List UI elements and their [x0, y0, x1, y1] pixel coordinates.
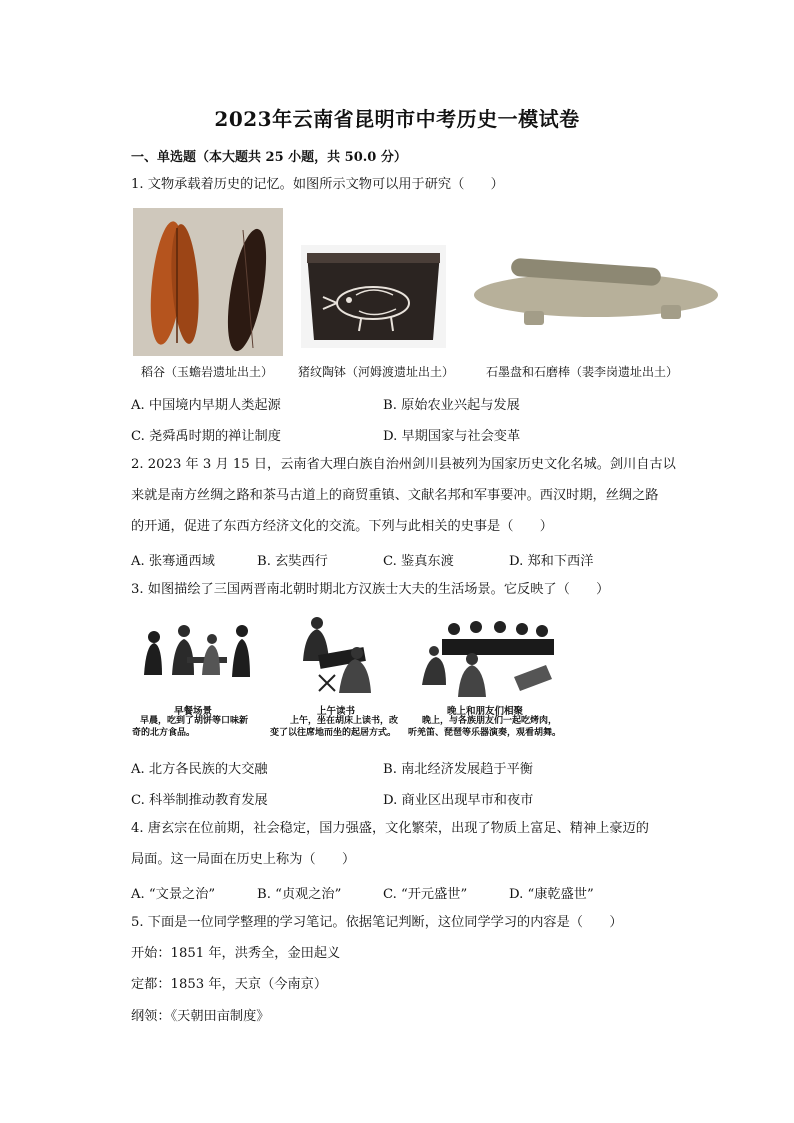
q3-option-a[interactable]: A. 北方各民族的大交融 [131, 762, 268, 777]
q1-option-b[interactable]: B. 原始农业兴起与发展 [383, 398, 520, 413]
q5-stem: 5. 下面是一位同学整理的学习笔记。依据笔记判断，这位同学学习的内容是（ ） [131, 915, 623, 930]
q4-option-b[interactable]: B. “贞观之治” [257, 887, 342, 902]
q5-note-2: 定都：1853 年，天京（今南京） [131, 977, 328, 992]
panel-1-title: 早餐场景 [174, 706, 213, 717]
q1-caption-stone: 石墨盘和石磨棒（裴李岗遗址出土） [486, 365, 679, 379]
q2-option-d[interactable]: D. 郑和下西洋 [509, 554, 594, 569]
pig-pottery-image [301, 245, 446, 348]
q1-caption-pottery: 猪纹陶钵（河姆渡遗址出土） [298, 365, 455, 379]
q4-line-2: 局面。这一局面在历史上称为（ ） [131, 852, 356, 867]
panel-2-line-2: 变了以往席地而坐的起居方式。 [270, 728, 397, 738]
evening-gathering-image [414, 615, 562, 700]
q1-option-d[interactable]: D. 早期国家与社会变革 [383, 429, 521, 444]
panel-2-title: 上午读书 [317, 706, 356, 717]
q5-note-1: 开始：1851 年，洪秀全，金田起义 [131, 946, 341, 961]
q3-stem: 3. 如图描绘了三国两晋南北朝时期北方汉族士大夫的生活场景。它反映了（ ） [131, 582, 610, 597]
grinding-stone-image [466, 255, 720, 333]
q3-option-b[interactable]: B. 南北经济发展趋于平衡 [383, 762, 533, 777]
panel-2-line-1: 上午，坐在胡床上读书，改 [290, 716, 399, 726]
q1-option-a[interactable]: A. 中国境内早期人类起源 [131, 398, 281, 413]
panel-1-line-1: 早晨，吃到了胡饼等口味新 [140, 716, 249, 726]
q2-option-a[interactable]: A. 张骞通西域 [131, 554, 215, 569]
panel-3-line-2: 听羌笛、琵琶等乐器演奏，观看胡舞。 [408, 728, 562, 738]
q5-note-3: 纲领：《天朝田亩制度》 [131, 1009, 270, 1024]
q2-line-2: 来就是南方丝绸之路和茶马古道上的商贸重镇、文献名邦和军事要冲。西汉时期，丝绸之路 [131, 488, 659, 503]
panel-3-line-1: 晚上，与各族朋友们一起吃烤肉， [422, 716, 558, 726]
panel-3-title: 晚上和朋友们相聚 [447, 706, 524, 717]
breakfast-scene-image [132, 615, 265, 680]
rice-grain-image [133, 208, 283, 356]
q2-option-c[interactable]: C. 鉴真东渡 [383, 554, 454, 569]
q3-option-c[interactable]: C. 科举制推动教育发展 [131, 793, 268, 808]
q4-option-d[interactable]: D. “康乾盛世” [509, 887, 594, 902]
q4-option-c[interactable]: C. “开元盛世” [383, 887, 468, 902]
q2-option-b[interactable]: B. 玄奘西行 [257, 554, 328, 569]
section-heading: 一、单选题（本大题共 25 小题，共 50.0 分） [131, 150, 407, 165]
q1-stem: 1. 文物承载着历史的记忆。如图所示文物可以用于研究（ ） [131, 177, 504, 192]
panel-1-line-2: 奇的北方食品。 [132, 728, 196, 738]
q1-caption-rice: 稻谷（玉蟾岩遗址出土） [141, 365, 274, 379]
q3-option-d[interactable]: D. 商业区出现早市和夜市 [383, 793, 534, 808]
reading-scene-image [289, 615, 389, 695]
q2-line-1: 2. 2023 年 3 月 15 日，云南省大理白族自治州剑川县被列为国家历史文化名城。剑川自古以 [131, 457, 676, 472]
q1-option-c[interactable]: C. 尧舜禹时期的禅让制度 [131, 429, 281, 444]
q4-option-a[interactable]: A. “文景之治” [131, 887, 216, 902]
exam-title: 2023年云南省昆明市中考历史一模试卷 [214, 107, 580, 131]
q4-line-1: 4. 唐玄宗在位前期，社会稳定，国力强盛，文化繁荣，出现了物质上富足、精神上豪迈的 [131, 821, 649, 836]
q2-line-3: 的开通，促进了东西方经济文化的交流。下列与此相关的史事是（ ） [131, 519, 553, 534]
